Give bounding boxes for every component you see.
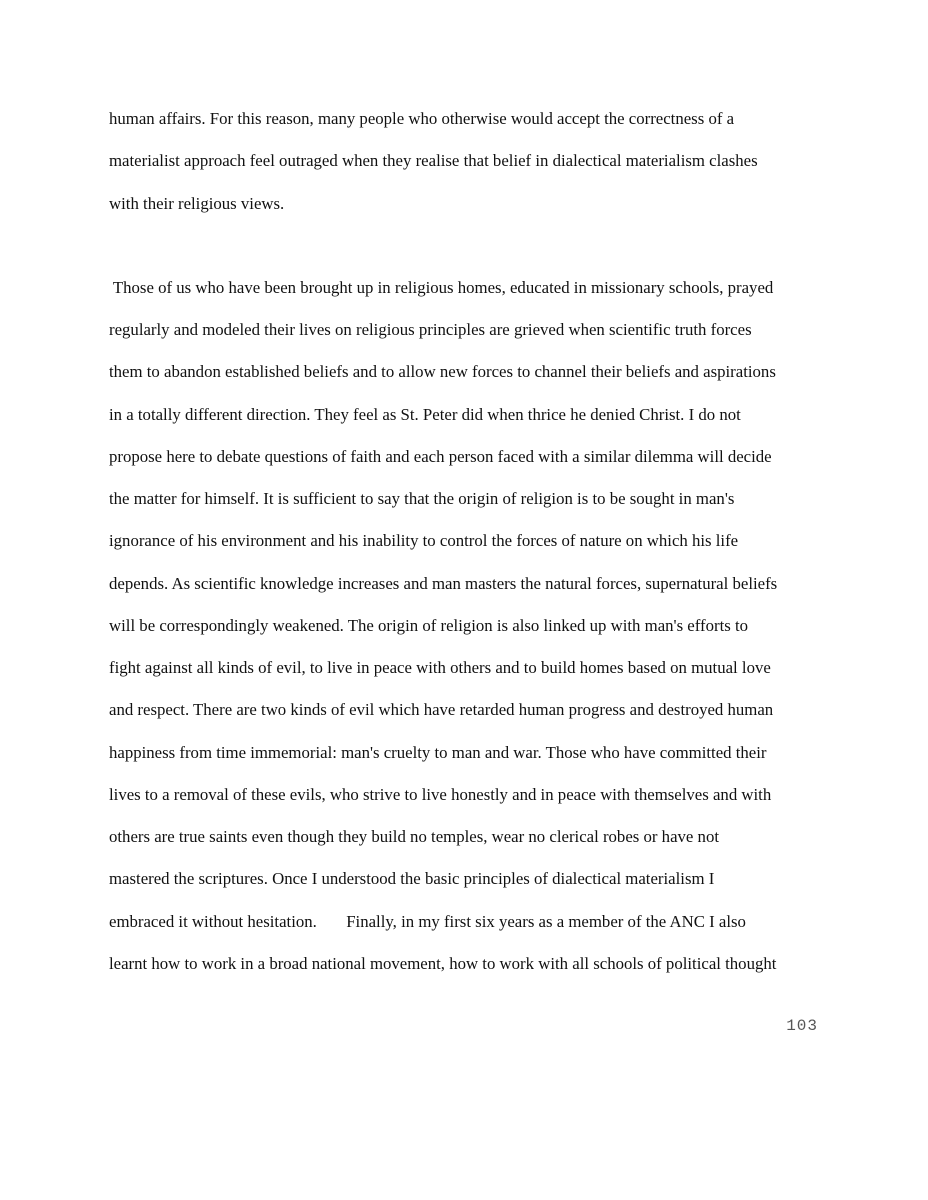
- paragraph-2-line: the matter for himself. It is sufficient to say that the origin of religion is to be sought in man's: [109, 489, 735, 508]
- paragraph-2-line: ignorance of his environment and his inability to control the forces of nature on which his life: [109, 531, 739, 550]
- paragraph-2-line: fight against all kinds of evil, to live in peace with others and to build homes based on mutual love: [109, 658, 771, 677]
- paragraph-2-line: will be correspondingly weakened. The origin of religion is also linked up with man's efforts to: [109, 616, 749, 635]
- paragraph-1-line: human affairs. For this reason, many people who otherwise would accept the correctness of a: [109, 109, 735, 128]
- paragraph-2-line: happiness from time immemorial: man's cruelty to man and war. Those who have committed their: [109, 743, 767, 762]
- paragraph-2-line: and respect. There are two kinds of evil which have retarded human progress and destroyed human: [109, 700, 774, 719]
- paragraph-2-line: Those of us who have been brought up in religious homes, educated in missionary schools, prayed: [109, 278, 774, 297]
- paragraph-2-line: them to abandon established beliefs and to allow new forces to channel their beliefs and aspirations: [109, 362, 776, 381]
- paragraph-2-line: mastered the scriptures. Once I understood the basic principles of dialectical materialism I: [109, 869, 715, 888]
- paragraph-1-line: materialist approach feel outraged when they realise that belief in dialectical materialism clashes: [109, 151, 758, 170]
- paragraph-2-line: regularly and modeled their lives on religious principles are grieved when scientific truth forces: [109, 320, 752, 339]
- paragraph-2-line: embraced it without hesitation. Finally, in my first six years as a member of the ANC I also: [109, 912, 746, 931]
- paragraph-2-line: in a totally different direction. They feel as St. Peter did when thrice he denied Christ. I do not: [109, 405, 741, 424]
- paragraph-2-line: depends. As scientific knowledge increases and man masters the natural forces, supernatural beliefs: [109, 574, 778, 593]
- page-number: 103: [786, 1017, 818, 1035]
- paragraph-2-line: propose here to debate questions of faith and each person faced with a similar dilemma will decide: [109, 447, 772, 466]
- paragraph-2-line: lives to a removal of these evils, who strive to live honestly and in peace with themselves and with: [109, 785, 772, 804]
- paragraph-1-line: with their religious views.: [109, 194, 285, 213]
- paragraph-2-line: others are true saints even though they build no temples, wear no clerical robes or have not: [109, 827, 719, 846]
- paragraph-2-line: learnt how to work in a broad national movement, how to work with all schools of political thought: [109, 954, 777, 973]
